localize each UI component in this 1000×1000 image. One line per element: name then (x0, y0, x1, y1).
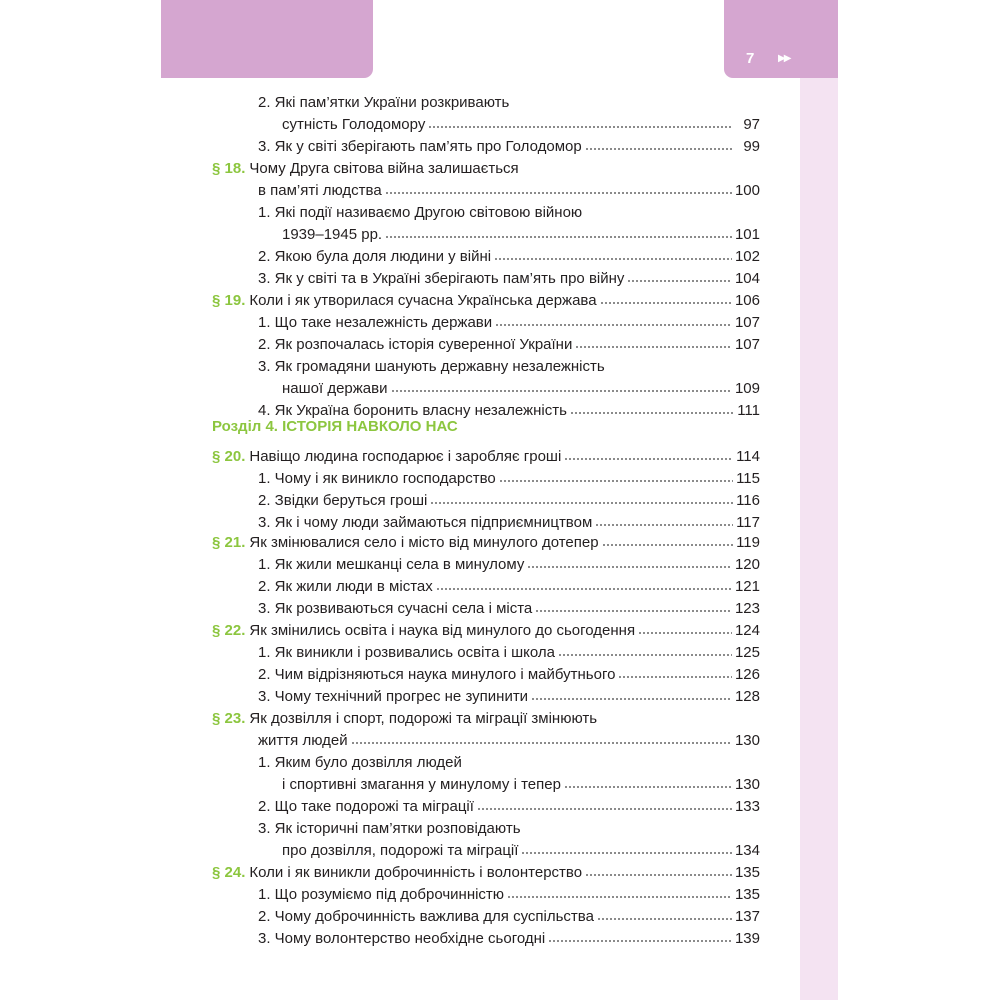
double-arrow-right-icon: ▶▶ (778, 53, 790, 64)
toc-line (258, 928, 760, 950)
toc-title: 3. Чому технічний прогрес не зупинити (258, 688, 529, 705)
toc-line (258, 576, 760, 598)
section-number: § 23. (212, 710, 246, 727)
toc-page: 120 (734, 556, 760, 573)
toc-title: 4. Як Україна боронить власну незалежність (258, 402, 567, 419)
toc-page: 135 (734, 864, 760, 881)
dot-leader (499, 469, 733, 483)
toc-section-line (212, 446, 760, 468)
section-number: § 22. (212, 622, 246, 639)
toc-page: 101 (734, 226, 760, 243)
toc-page: 111 (737, 402, 760, 419)
toc-title: Чому Друга світова війна залишається (249, 160, 519, 177)
dot-leader (597, 907, 732, 921)
toc-line (258, 730, 760, 752)
toc-page: 134 (734, 842, 760, 859)
toc-line (258, 598, 760, 620)
toc-line (258, 246, 760, 268)
dot-leader (570, 401, 733, 415)
dot-leader (507, 885, 732, 899)
dot-leader (430, 491, 733, 505)
toc-page: 100 (734, 182, 760, 199)
toc-title: 1. Що розуміємо під доброчинністю (258, 886, 505, 903)
toc-line (282, 840, 760, 862)
toc-line (258, 906, 760, 928)
dot-leader (627, 269, 732, 283)
toc-line (258, 334, 760, 356)
toc-title: 2. Які пам’ятки України розкривають (258, 94, 510, 111)
toc-title: 2. Якою була доля людини у війні (258, 248, 492, 265)
toc-line (258, 490, 760, 512)
toc-page: 116 (736, 492, 760, 509)
toc-title: 1. Як виникли і розвивались освіта і школа (258, 644, 556, 661)
toc-page: 99 (743, 138, 760, 155)
dot-leader (575, 335, 732, 349)
toc-page: 114 (736, 448, 760, 465)
section-number: § 19. (212, 292, 246, 309)
toc-section-line (212, 158, 760, 180)
toc-title: 3. Як громадяни шанують державну незалежність (258, 358, 605, 375)
toc-line (258, 312, 760, 334)
toc-page: 119 (736, 534, 760, 551)
toc-title: 2. Чим відрізняються наука минулого і майбутнього (258, 666, 616, 683)
toc-page: 121 (734, 578, 760, 595)
toc-line (282, 224, 760, 246)
toc-page: 107 (734, 314, 760, 331)
toc-line (258, 512, 760, 534)
toc-line (258, 818, 760, 840)
toc-line (258, 356, 760, 378)
dot-leader (618, 665, 732, 679)
toc-title: Як змінювалися село і місто від минулого дотепер (249, 534, 599, 551)
toc-page: 126 (734, 666, 760, 683)
toc-title: 3. Чому волонтерство необхідне сьогодні (258, 930, 546, 947)
toc-line (258, 752, 760, 774)
dot-leader (531, 687, 732, 701)
toc-title: життя людей (258, 732, 348, 749)
toc-page: 133 (734, 798, 760, 815)
dot-leader (527, 555, 732, 569)
dot-leader (585, 863, 732, 877)
toc-page: 135 (734, 886, 760, 903)
toc-title: 3. Як у світі та в Україні зберігають пам’ять про війну (258, 270, 625, 287)
section-number: § 20. (212, 448, 246, 465)
toc-page: 104 (734, 270, 760, 287)
dot-leader (391, 379, 732, 393)
dot-leader (600, 291, 732, 305)
dot-leader (428, 115, 733, 129)
toc-line (258, 468, 760, 490)
toc-title: нашої держави (282, 380, 388, 397)
toc-line (282, 114, 760, 136)
toc-page: 117 (736, 514, 760, 531)
toc-line (258, 664, 760, 686)
toc-title: 1. Яким було дозвілля людей (258, 754, 462, 771)
dot-leader (585, 137, 733, 151)
dot-leader (521, 841, 732, 855)
dot-leader (494, 247, 732, 261)
dot-leader (477, 797, 732, 811)
toc-title: сутність Голодомору (282, 116, 426, 133)
toc-line (258, 686, 760, 708)
toc-title: і спортивні змагання у минулому і тепер (282, 776, 561, 793)
toc-line (258, 796, 760, 818)
dot-leader (535, 599, 732, 613)
toc-title: Коли і як виникли доброчинність і волонтерство (249, 864, 583, 881)
toc-line (258, 884, 760, 906)
toc-section-line (212, 708, 760, 730)
toc-line (258, 268, 760, 290)
toc-title: 1. Що таке незалежність держави (258, 314, 493, 331)
dot-leader (385, 181, 732, 195)
section-number: § 24. (212, 864, 246, 881)
toc-page: 130 (734, 776, 760, 793)
toc-section-line (212, 532, 760, 554)
toc-section-line (212, 620, 760, 642)
toc-line (258, 554, 760, 576)
toc-title: 1. Чому і як виникло господарство (258, 470, 496, 487)
toc-title: 2. Чому доброчинність важлива для суспільства (258, 908, 594, 925)
toc-section-line (212, 862, 760, 884)
toc-page: 102 (734, 248, 760, 265)
dot-leader (351, 731, 732, 745)
toc-title: 1. Які події називаємо Другою світовою війною (258, 204, 583, 221)
toc-page: 130 (734, 732, 760, 749)
toc-page: 128 (734, 688, 760, 705)
toc-line (258, 92, 760, 114)
toc-title: 2. Як жили люди в містах (258, 578, 433, 595)
toc-title: 2. Як розпочалась історія суверенної України (258, 336, 573, 353)
toc-title: 2. Що таке подорожі та міграції (258, 798, 474, 815)
page-number: 7 (746, 50, 755, 67)
toc-page: 115 (736, 470, 760, 487)
dot-leader (602, 533, 733, 547)
section-number: § 21. (212, 534, 246, 551)
section-number: § 18. (212, 160, 246, 177)
toc-section-line (212, 290, 760, 312)
dot-leader (548, 929, 732, 943)
toc-title: про дозвілля, подорожі та міграції (282, 842, 519, 859)
toc-title: 1. Як жили мешканці села в минулому (258, 556, 525, 573)
toc-line (258, 202, 760, 224)
dot-leader (436, 577, 732, 591)
toc-line (282, 378, 760, 400)
dot-leader (495, 313, 732, 327)
toc-page: 124 (734, 622, 760, 639)
dot-leader (564, 775, 732, 789)
toc-page: 97 (743, 116, 760, 133)
toc-title: Як дозвілля і спорт, подорожі та міграції змінюють (249, 710, 598, 727)
toc-title: Навіщо людина господарює і заробляє гроші (249, 448, 562, 465)
toc-page: 106 (734, 292, 760, 309)
toc-title: 2. Звідки беруться гроші (258, 492, 428, 509)
toc-line (282, 774, 760, 796)
toc-line (258, 180, 760, 202)
dot-leader (385, 225, 732, 239)
toc-page: 123 (734, 600, 760, 617)
dot-leader (595, 513, 733, 527)
toc-line (258, 642, 760, 664)
toc-title: 3. Як розвиваються сучасні села і міста (258, 600, 533, 617)
toc-page: 139 (734, 930, 760, 947)
dot-leader (638, 621, 732, 635)
dot-leader (564, 447, 733, 461)
toc-title: 3. Як історичні пам’ятки розповідають (258, 820, 521, 837)
toc-line (258, 136, 760, 158)
toc-page: 109 (734, 380, 760, 397)
toc-title: Як змінились освіта і наука від минулого до сьогодення (249, 622, 636, 639)
toc-title: в пам’яті людства (258, 182, 382, 199)
toc-title: 1939–1945 рр. (282, 226, 383, 243)
dot-leader (558, 643, 732, 657)
toc-page: 107 (734, 336, 760, 353)
toc-title: 3. Як у світі зберігають пам’ять про Голодомор (258, 138, 582, 155)
toc-title: 3. Як і чому люди займаються підприємництвом (258, 514, 593, 531)
toc-title: Коли і як утворилася сучасна Українська держава (249, 292, 597, 309)
toc-page: 125 (734, 644, 760, 661)
toc-page: 137 (734, 908, 760, 925)
chapter-heading: Розділ 4. ІСТОРІЯ НАВКОЛО НАС (212, 418, 458, 435)
